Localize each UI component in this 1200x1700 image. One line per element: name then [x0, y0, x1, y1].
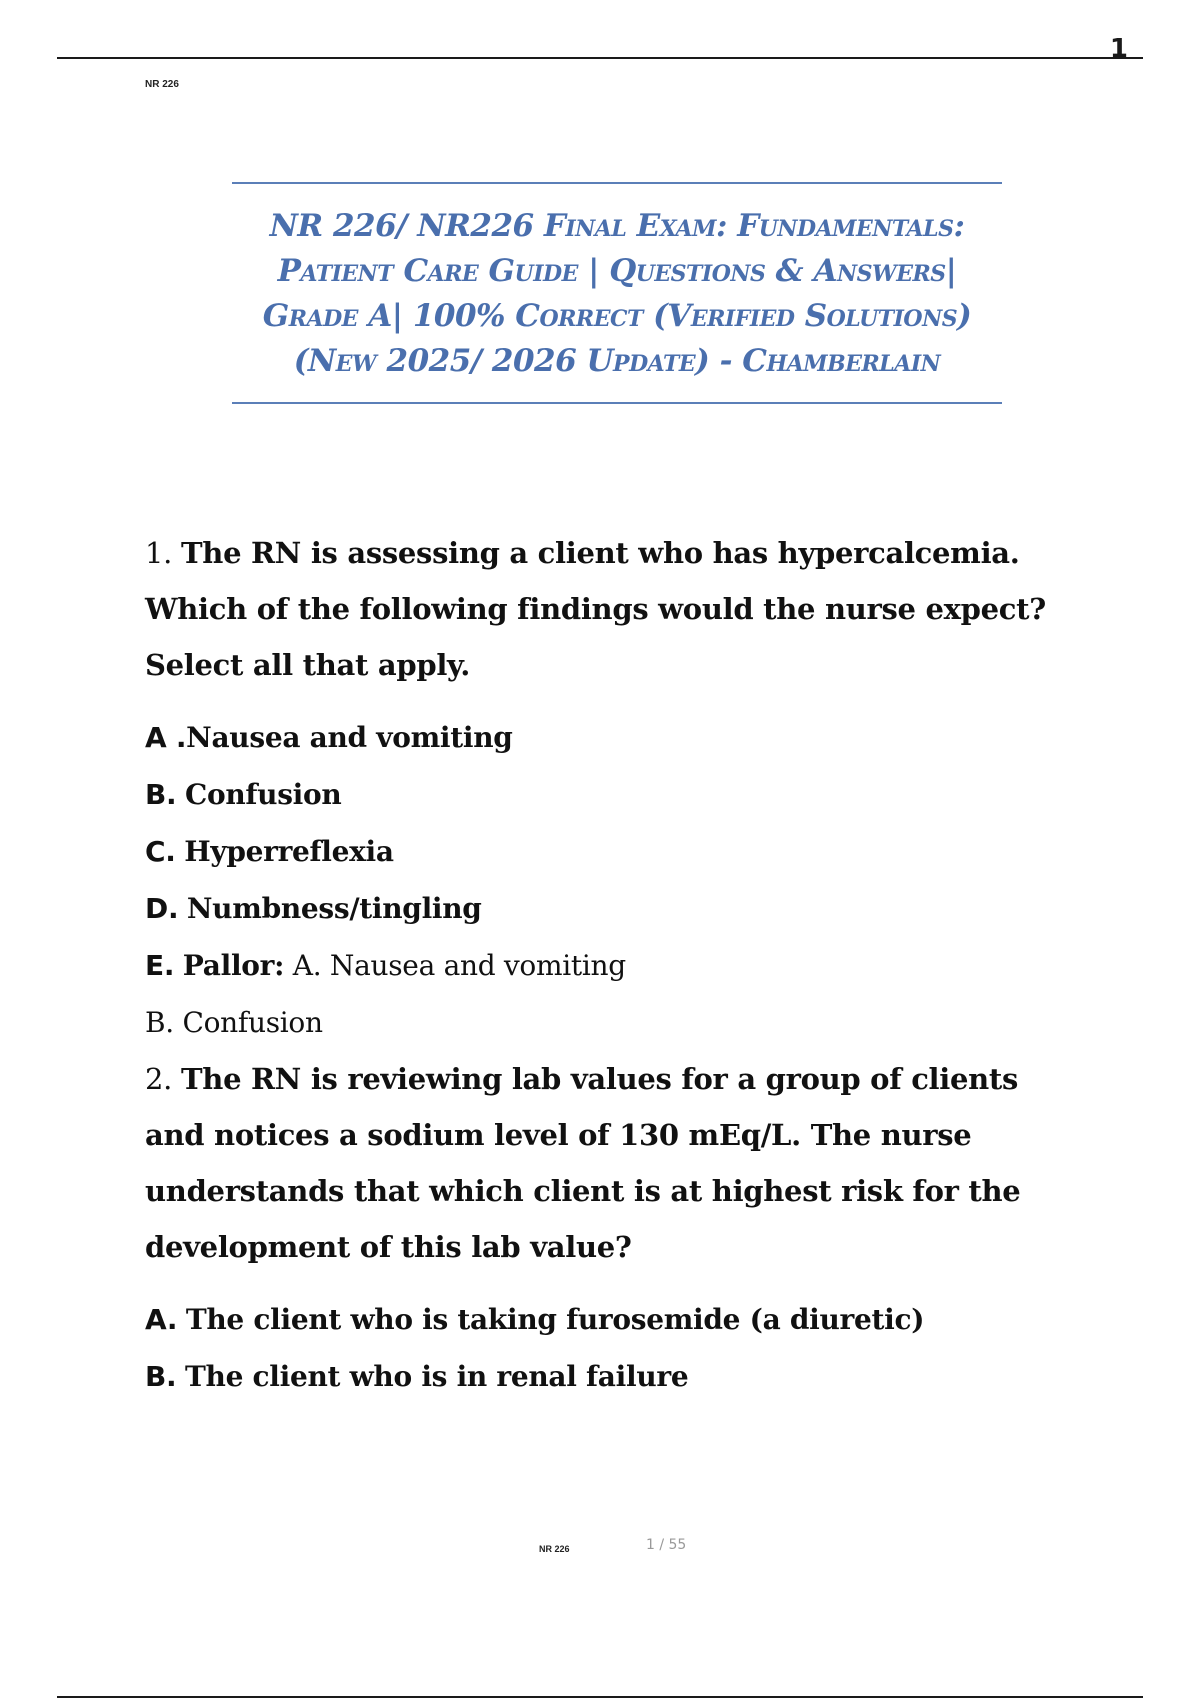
option-text: Pallor: — [182, 949, 285, 982]
title-line-4: (New 2025/ 2026 Update) - Chamberlain — [293, 343, 941, 379]
title-line-1: NR 226/ NR226 Final Exam: Fundamentals: — [269, 208, 965, 244]
option-text: The client who is taking furosemide (a diuretic) — [185, 1303, 925, 1336]
option-letter: A. — [145, 1303, 178, 1336]
question-1-option-d — [145, 880, 1085, 937]
option-letter: E. — [145, 949, 175, 982]
question-1-option-e — [145, 937, 1085, 994]
question-2-option-b — [145, 1348, 1085, 1405]
option-text: Numbness/tingling — [186, 892, 482, 925]
answer-text: A. Nausea and vomiting — [292, 949, 626, 982]
option-letter: D. — [145, 892, 179, 925]
question-2-number: 2. — [145, 1062, 173, 1096]
page-number: 1 — [1109, 34, 1128, 64]
bottom-rule — [57, 1696, 1143, 1698]
option-text: Confusion — [185, 778, 342, 811]
question-1-option-c — [145, 823, 1085, 880]
question-2 — [145, 1051, 1085, 1275]
option-text: Nausea and vomiting — [186, 721, 513, 754]
option-text: Hyperreflexia — [184, 835, 394, 868]
question-1-option-a — [145, 709, 1085, 766]
header-label: NR 226 — [145, 79, 179, 90]
top-rule — [57, 57, 1143, 59]
exam-content — [145, 525, 1085, 1405]
option-letter: B. — [145, 1360, 177, 1393]
option-letter: A . — [145, 721, 187, 754]
question-2-text: The RN is reviewing lab values for a group of clients and notices a sodium level of 130 mEq/L. The nurse understands that which client is at highest risk for the development of this lab value? — [145, 1062, 1021, 1264]
question-2-option-a — [145, 1291, 1085, 1348]
question-1-answer-continued: B. Confusion — [145, 1006, 323, 1039]
question-1-number: 1. — [145, 536, 173, 570]
footer-label: NR 226 — [539, 1544, 570, 1554]
question-1-option-b — [145, 766, 1085, 823]
question-1 — [145, 525, 1085, 693]
document-title — [232, 182, 1002, 404]
title-line-2: Patient Care Guide | Questions & Answers| — [277, 253, 957, 289]
option-letter: B. — [145, 778, 177, 811]
option-text: The client who is in renal failure — [185, 1360, 689, 1393]
footer-page-count: 1 / 55 — [646, 1537, 687, 1553]
question-1-text: The RN is assessing a client who has hypercalcemia. Which of the following findings would the nurse expect? Select all that apply. — [145, 536, 1046, 682]
title-line-3: Grade A| 100% Correct (Verified Solutions) — [262, 298, 972, 334]
option-letter: C. — [145, 835, 176, 868]
